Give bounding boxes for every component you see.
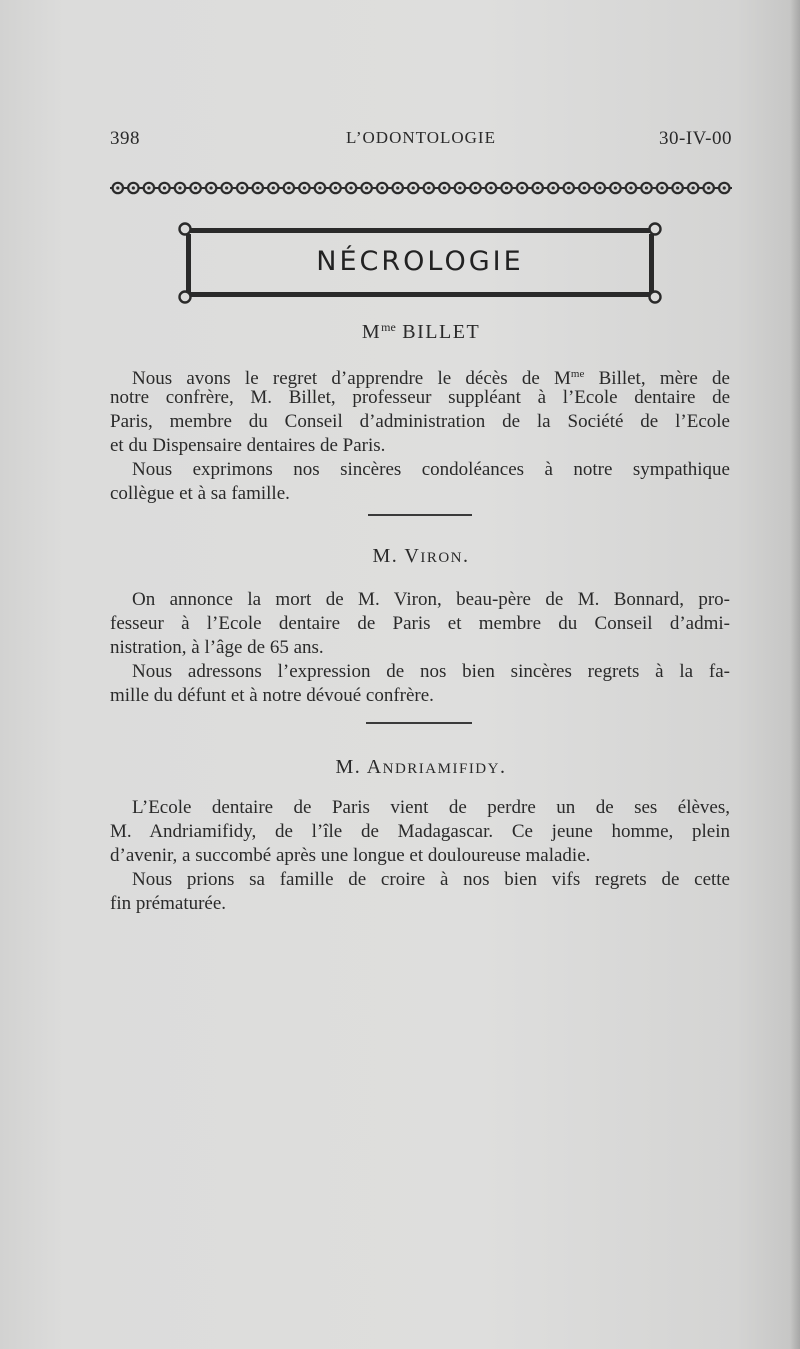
entry-title-rest: BILLET <box>395 321 481 343</box>
separator-rule <box>366 722 472 724</box>
text-line: d’avenir, a succombé après une longue et douloureuse maladie. <box>110 845 591 866</box>
text-line: fin prématurée. <box>110 893 227 914</box>
text-line: fesseur à l’Ecole dentaire de Paris et membre du Conseil d’admi- <box>110 613 730 634</box>
entry-title-end: . <box>463 545 470 567</box>
entry-text-andriamifidy <box>110 796 730 916</box>
text-line: Nous avons le regret d’apprendre le décès de $M^{me}$ Billet, mère de <box>132 368 730 389</box>
issue-date: 30-IV-00 <box>659 128 732 149</box>
entry-title-viron <box>110 545 732 568</box>
text-line: L’Ecole dentaire de Paris vient de perdre un de ses élèves, <box>132 797 730 818</box>
page-edge-shadow <box>790 0 800 1349</box>
text-line: Nous prions sa famille de croire à nos bien vifs regrets de cette <box>132 869 730 890</box>
separator-rule <box>368 514 472 516</box>
section-heading: NÉCROLOGIE <box>316 246 524 277</box>
ornament-band <box>110 180 732 196</box>
running-head <box>110 128 732 154</box>
text-line: Paris, membre du Conseil d’administration de la Société de l’Ecole <box>110 411 730 432</box>
entry-title-prefix: M <box>361 321 382 343</box>
journal-title: L’ODONTOLOGIE <box>346 128 496 147</box>
entry-title-smallcaps: IRON <box>420 550 464 566</box>
entry-text-viron <box>110 588 730 708</box>
entry-title-sup: me <box>381 320 396 334</box>
page-number: 398 <box>110 128 140 149</box>
text-line: On annonce la mort de M. Viron, beau-père de M. Bonnard, pro- <box>132 589 730 610</box>
text-line: Nous adressons l’expression de nos bien sincères regrets à la fa- <box>132 661 730 682</box>
entry-title-prefix: M. A <box>335 756 383 778</box>
text-line: nistration, à l’âge de 65 ans. <box>110 637 324 658</box>
entry-title-billet <box>110 320 732 344</box>
entry-title-end: . <box>499 756 507 778</box>
necrologie-frame <box>176 220 664 306</box>
text-line: mille du défunt et à notre dévoué confrère. <box>110 685 434 706</box>
text-line: M. Andriamifidy, de l’île de Madagascar. Ce jeune homme, plein <box>110 821 730 842</box>
entry-text-billet <box>110 362 730 506</box>
text-line: et du Dispensaire dentaires de Paris. <box>110 435 386 456</box>
text-line: collègue et à sa famille. <box>110 483 290 504</box>
entry-title-prefix: M. V <box>372 545 421 567</box>
entry-title-smallcaps: NDRIAMIFIDY <box>382 761 500 777</box>
text-line: notre confrère, M. Billet, professeur suppléant à l’Ecole dentaire de <box>110 387 730 408</box>
text-line: Nous exprimons nos sincères condoléances à notre sympathique <box>132 459 730 480</box>
entry-title-andriamifidy <box>110 756 732 779</box>
